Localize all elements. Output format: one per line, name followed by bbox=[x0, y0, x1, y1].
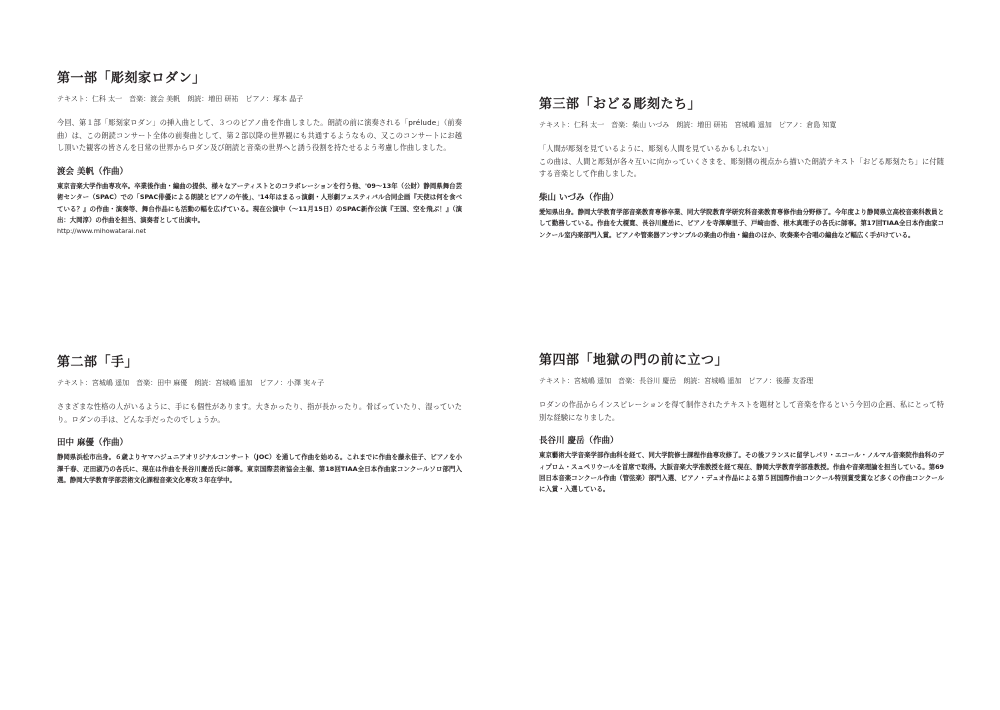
composer-bio: 東京音楽大学作曲専攻卒。卒業後作曲・編曲の提供、様々なアーティストとのコラボレーションを行う他、'09～13年（公財）静岡県舞台芸術センター（SPAC）での「SPAC俳優による朗読とピアノの午後」、'14年はまるっ演劇・人形劇フェスティバル合同企画『天使は何を食べている？』の作曲・演奏等、舞台作品にも活動の幅を広げている。現在公演中（～11月15日）のSPAC新作公演『王国、空を飛ぶ！』（演出：大岡淳）の作曲を担当、演奏者として出演中。 bbox=[57, 181, 462, 224]
composer-name: 長谷川 慶岳（作曲） bbox=[539, 436, 619, 447]
composer-bio: 愛知県出身。静岡大学教育学部音楽教育専修卒業、同大学院教育学研究科音楽教育専修作曲分野修了。今年度より静岡県立高校音楽科教員として勤務している。作曲を大榎寛、長谷川慶岳に、ピアノを寺澤摩里子、戸崎由香、根木真理子の各氏に師事。第17回TIAA全日本作曲家コンクール室内楽部門入賞。ピアノや管楽器アンサンブルの楽曲の作曲・編曲のほか、吹奏楽や合唱の編曲など幅広く手がけている。 bbox=[539, 207, 944, 239]
body-paragraph: 今回、第１部「彫刻家ロダン」の挿入曲として、３つのピアノ曲を作曲しました。朗読の前に演奏される「prélude」（前奏曲）は、この朗読コンサート全体の前奏曲として、第２部以降の世界観にも共通するようなもの、又このコンサートにお越し頂いた観客の皆さんを日常の世界からロダン及び朗読と音楽の世界へと誘う役割を持たせるよう考慮し作曲しました。 bbox=[57, 118, 462, 153]
body-paragraph: ロダンの作品からインスピレーションを得て制作されたテキストを題材として音楽を作るという今回の企画、私にとって特別な経験になりました。 bbox=[539, 400, 944, 422]
body-paragraph: さまざまな性格の人がいるように、手にも個性があります。大きかったり、指が長かったり。骨ばっていたり、湿っていたり。ロダンの手は、どんな手だったのでしょうか。 bbox=[57, 402, 462, 424]
section-credits: テキスト：仁科 太一 音楽：柴山 いづみ 朗読：増田 研祐 宮城嶋 遥加 ピアノ：倉島 知寛 bbox=[539, 121, 837, 129]
composer-bio: 静岡県浜松市出身。６歳よりヤマハジュニアオリジナルコンサート（JOC）を通して作曲を始める。これまでに作曲を藤永佳子、ピアノを小澤千春、疋田淑乃の各氏に、現在は作曲を長谷川慶岳氏に師事。東京国際芸術協会主催、第18回TIAA全日本作曲家コンクールソロ部門入選。静岡大学教育学部芸術文化課程音楽文化専攻３年在学中。 bbox=[57, 453, 462, 484]
section-body bbox=[539, 143, 944, 181]
section-credits: テキスト：宮城嶋 遥加 音楽：田中 麻優 朗読：宮城嶋 遥加 ピアノ：小澤 実々子 bbox=[57, 379, 325, 387]
section-part3 bbox=[539, 96, 944, 241]
section-part4 bbox=[539, 352, 944, 496]
section-title: 第三部「おどる彫刻たち」 bbox=[539, 97, 702, 112]
section-part1 bbox=[57, 70, 462, 238]
section-body bbox=[539, 399, 944, 424]
section-title: 第二部「手」 bbox=[57, 355, 139, 370]
section-credits: テキスト：宮城嶋 遥加 音楽：長谷川 慶岳 朗読：宮城嶋 遥加 ピアノ：後藤 友香理 bbox=[539, 377, 814, 385]
body-paragraph: この曲は、人間と彫刻が各々互いに向かっていくさまを、彫刻側の視点から描いた朗読テキスト「おどる彫刻たち」に付随する音楽として作曲しました。 bbox=[539, 156, 944, 179]
section-part2 bbox=[57, 354, 462, 486]
composer-bio: 東京藝術大学音楽学部作曲科を経て、同大学院修士課程作曲専攻修了。その後フランスに留学しパリ・エコール・ノルマル音楽院作曲科のディプロム・スュペリウールを首席で取得。大阪音楽大学准教授を経て現在、静岡大学教育学部准教授。作曲や音楽理論を担当している。第69回日本音楽コンクール作曲（管弦楽）部門入選、ピアノ・デュオ作品による第５回国際作曲コンクール特別賞受賞など多くの作曲コンクールに入賞・入選している。 bbox=[539, 451, 944, 494]
section-title: 第一部「彫刻家ロダン」 bbox=[57, 71, 206, 86]
section-title: 第四部「地獄の門の前に立つ」 bbox=[539, 353, 729, 368]
composer-name: 渡会 美帆（作曲） bbox=[57, 166, 128, 177]
composer-name: 柴山 いづみ（作曲） bbox=[539, 192, 619, 203]
composer-name: 田中 麻優（作曲） bbox=[57, 438, 128, 449]
section-body bbox=[57, 401, 462, 426]
body-paragraph: 「人間が彫刻を見ているように、彫刻も人間を見ているかもしれない」 bbox=[539, 144, 773, 153]
composer-website: http://www.mihowatarai.net bbox=[57, 227, 147, 236]
section-credits: テキスト：仁科 太一 音楽：渡会 美帆 朗読：増田 研祐 ピアノ：塚本 晶子 bbox=[57, 95, 304, 103]
section-body bbox=[57, 117, 462, 155]
